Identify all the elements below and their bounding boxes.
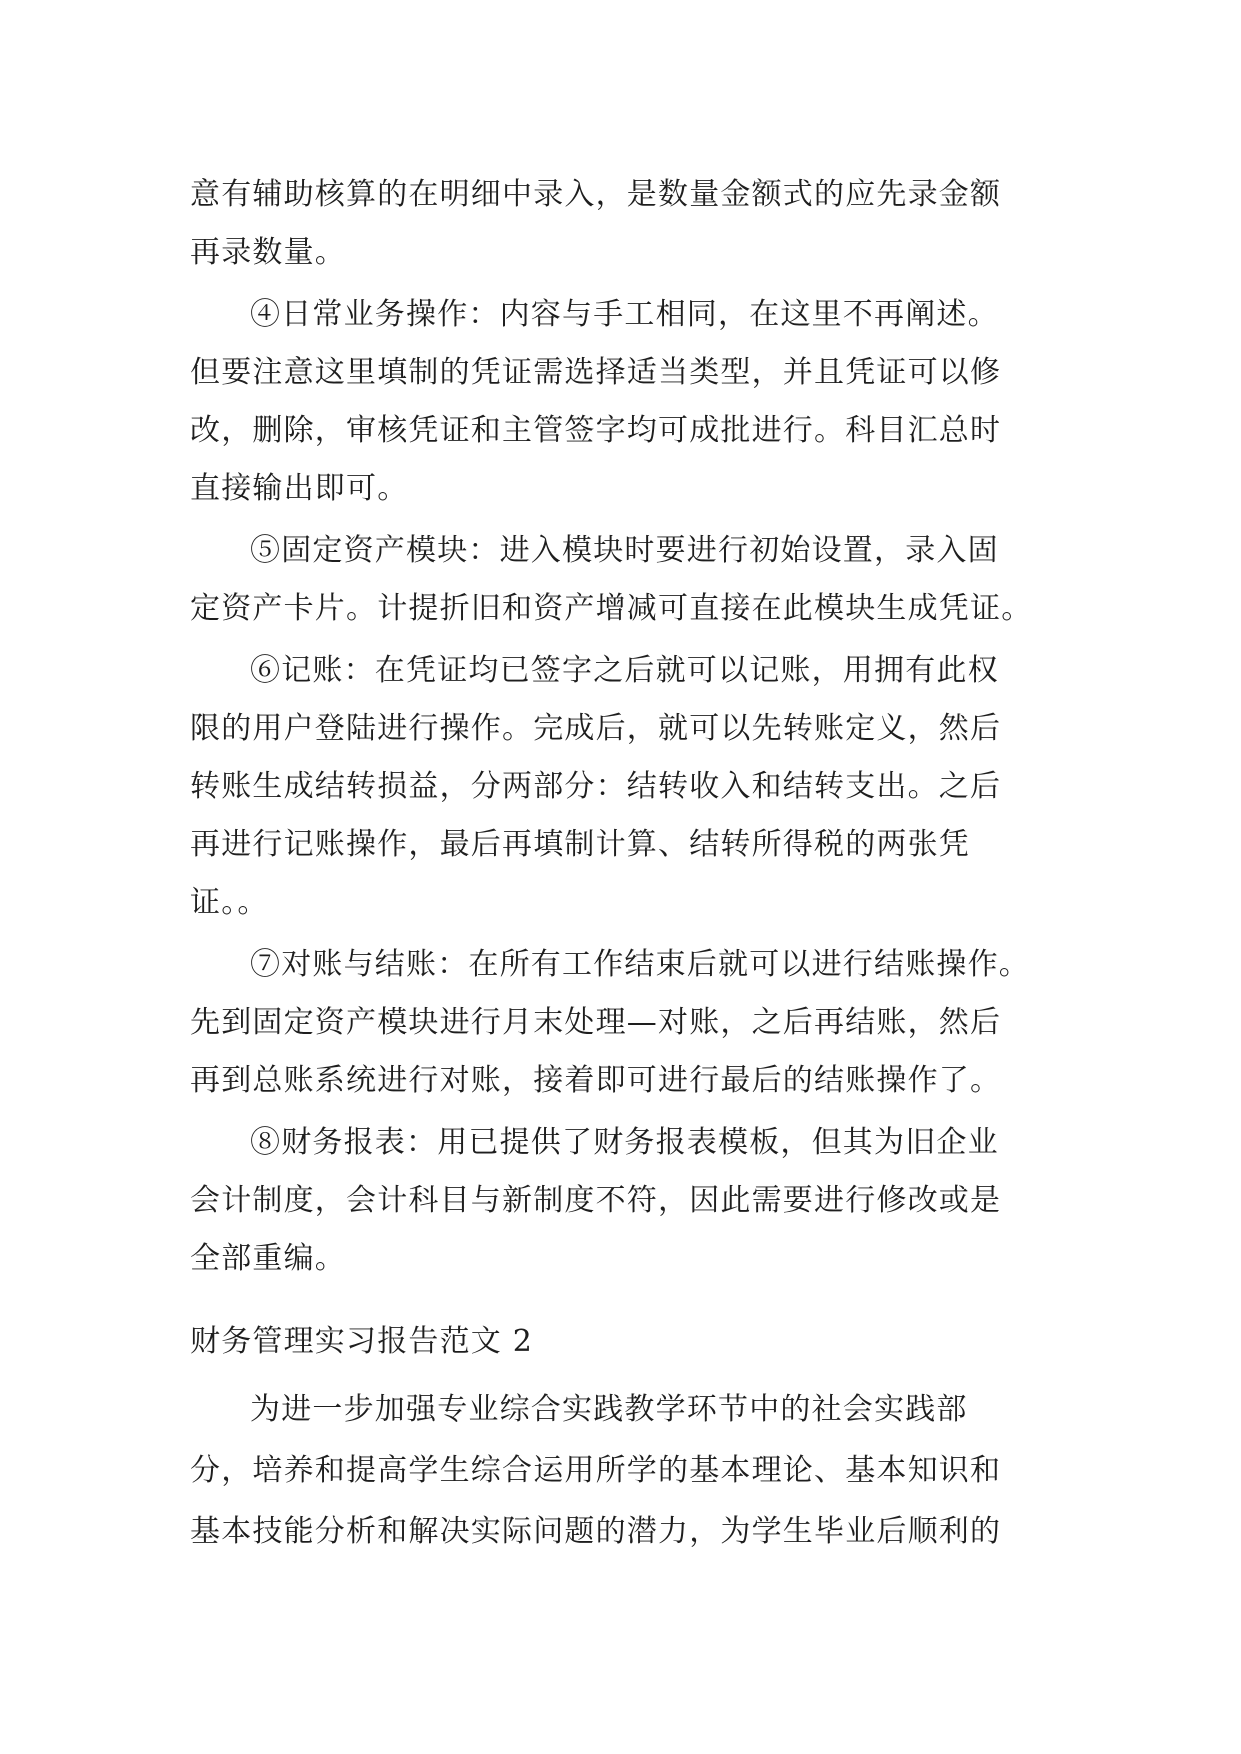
- paragraph-line: 定资产卡片。计提折旧和资产增减可直接在此模块生成凭证。: [190, 591, 1033, 626]
- paragraph-line: ⑦对账与结账：在所有工作结束后就可以进行结账操作。: [250, 947, 1030, 982]
- paragraph-line: 再进行记账操作，最后再填制计算、结转所得税的两张凭: [190, 827, 970, 862]
- paragraph-line: 改，删除，审核凭证和主管签字均可成批进行。科目汇总时: [190, 413, 1002, 448]
- paragraph-line: 全部重编。: [190, 1241, 346, 1276]
- paragraph-line: ④日常业务操作：内容与手工相同，在这里不再阐述。: [250, 297, 999, 332]
- paragraph-line: 基本技能分析和解决实际问题的潜力，为学生毕业后顺利的: [190, 1514, 1002, 1549]
- paragraph-line: 限的用户登陆进行操作。完成后，就可以先转账定义，然后: [190, 711, 1002, 746]
- document-body: [190, 166, 1052, 1288]
- paragraph-line: ⑤固定资产模块：进入模块时要进行初始设置，录入固: [250, 533, 999, 568]
- paragraph-line: 直接输出即可。: [190, 471, 409, 506]
- paragraph-line: 为进一步加强专业综合实践教学环节中的社会实践部: [250, 1392, 968, 1427]
- paragraph-line: 分，培养和提高学生综合运用所学的基本理论、基本知识和: [190, 1453, 1002, 1488]
- paragraph-line: ⑥记账：在凭证均已签字之后就可以记账，用拥有此权: [250, 653, 999, 688]
- paragraph-line: 转账生成结转损益，分两部分：结转收入和结转支出。之后: [190, 769, 1002, 804]
- paragraph-line: 会计制度，会计科目与新制度不符，因此需要进行修改或是: [190, 1183, 1002, 1218]
- paragraph-line: 先到固定资产模块进行月末处理—对账，之后再结账，然后: [190, 1005, 1002, 1040]
- paragraph-line: 意有辅助核算的在明细中录入，是数量金额式的应先录金额: [190, 177, 1002, 212]
- paragraph-line: 再到总账系统进行对账，接着即可进行最后的结账操作了。: [190, 1063, 1002, 1098]
- section-heading: 财务管理实习报告范文 2: [190, 1324, 534, 1359]
- paragraph-line: ⑧财务报表：用已提供了财务报表模板，但其为旧企业: [250, 1125, 999, 1160]
- paragraph-line: 但要注意这里填制的凭证需选择适当类型，并且凭证可以修: [190, 355, 1002, 390]
- intro-paragraph: [190, 1379, 1052, 1562]
- paragraph-line: 证。。: [190, 885, 269, 920]
- paragraph-line: 再录数量。: [190, 235, 346, 270]
